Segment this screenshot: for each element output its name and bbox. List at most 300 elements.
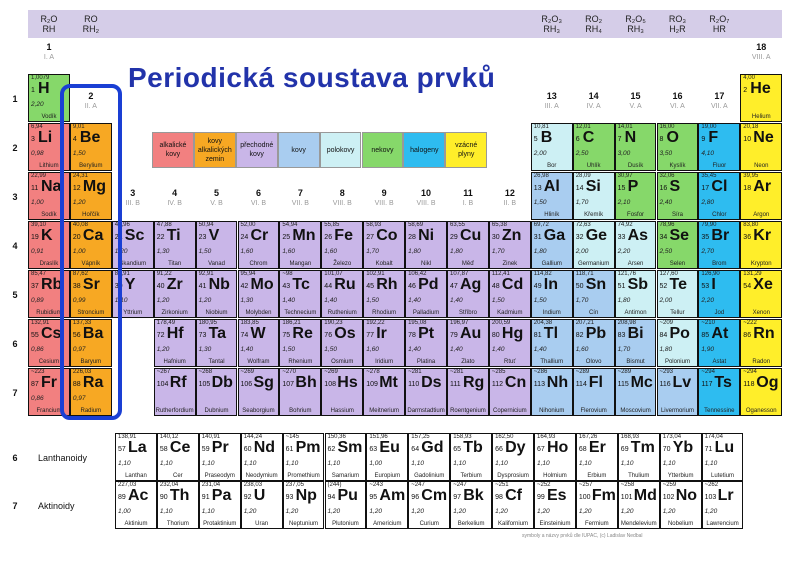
group-roman: VII. B: [291, 200, 309, 207]
element-cell: [698, 221, 740, 269]
element-name: Wolfram: [247, 359, 270, 365]
element-name: Uhlík: [586, 163, 601, 169]
atomic-mass: 144,24: [243, 434, 263, 440]
group-number: 17: [714, 91, 725, 101]
element-cell: [740, 74, 782, 122]
atomic-mass: 118,71: [575, 271, 594, 277]
atomic-mass: 180,95: [198, 320, 217, 326]
element-name: Xenon: [752, 310, 770, 316]
atomic-number: 66: [495, 446, 503, 453]
atomic-number: 86: [743, 332, 752, 339]
element-cell: [740, 319, 782, 367]
electronegativity: 1,80: [617, 297, 631, 304]
electronegativity: 3,00: [617, 150, 631, 157]
element-name: Ruthenium: [327, 310, 357, 316]
element-name: Germanium: [577, 261, 610, 267]
atomic-mass: 132,91: [31, 320, 50, 326]
electronegativity: 1,50: [366, 297, 379, 304]
atomic-number: 37: [31, 283, 39, 290]
atomic-number: 107: [282, 381, 295, 388]
element-symbol: F: [708, 129, 719, 146]
atomic-mass: ~294: [701, 369, 715, 375]
oxide-formula: R₂O₇ HR: [709, 14, 730, 34]
electronegativity: 1,40: [533, 346, 547, 353]
electronegativity: 2,80: [701, 199, 715, 206]
atomic-number: 11: [31, 185, 39, 192]
atomic-mass: 47,88: [156, 222, 172, 228]
electronegativity: 1,20: [114, 248, 128, 255]
atomic-number: 15: [617, 185, 626, 192]
group-roman: VIII. B: [374, 200, 394, 207]
element-cell: [199, 433, 241, 481]
atomic-mass: 40,08: [72, 222, 88, 228]
atomic-number: 112: [491, 381, 504, 388]
electronegativity: 1,20: [495, 508, 508, 515]
group-header: [405, 188, 447, 208]
element-name: Berylium: [79, 163, 103, 169]
electronegativity: 1,10: [411, 460, 424, 467]
element-cell: [740, 123, 782, 171]
atomic-mass: 227,03: [118, 482, 137, 488]
element-name: Hafnium: [163, 359, 186, 365]
electronegativity: 1,50: [198, 248, 212, 255]
atomic-number: 16: [659, 185, 668, 192]
atomic-number: 21: [114, 234, 123, 241]
element-symbol: Nh: [546, 374, 569, 391]
group-header: [28, 42, 70, 62]
atomic-number: 6: [575, 136, 580, 143]
electronegativity: 1,20: [411, 508, 424, 515]
element-symbol: Ni: [418, 227, 435, 244]
element-symbol: Eu: [379, 439, 400, 456]
atomic-number: 102: [662, 494, 675, 501]
atomic-mass: ~243: [369, 482, 383, 488]
atomic-mass: 72,63: [575, 222, 591, 228]
element-symbol: Pt: [418, 325, 435, 342]
period-number: 7: [12, 388, 18, 398]
atomic-number: 50: [575, 283, 584, 290]
atomic-mass: ~293: [659, 369, 674, 375]
element-symbol: Zn: [501, 227, 522, 244]
group-number: 16: [672, 91, 683, 101]
element-cell: [657, 172, 699, 220]
atomic-mass: 26,98: [533, 173, 549, 179]
element-name: Skandium: [119, 261, 147, 267]
element-cell: [405, 221, 447, 269]
element-cell: [405, 319, 447, 367]
atomic-number: 34: [659, 234, 668, 241]
element-cell: [489, 368, 531, 416]
element-symbol: Fe: [334, 227, 353, 244]
element-cell: [363, 319, 405, 367]
group-header: [154, 188, 196, 208]
atomic-number: 39: [114, 283, 123, 290]
element-symbol: Au: [460, 325, 482, 342]
atomic-number: 57: [118, 446, 126, 453]
atomic-number: 103: [704, 494, 717, 501]
element-symbol: Md: [633, 487, 657, 504]
element-name: Platina: [416, 359, 436, 365]
electronegativity: 3,50: [659, 150, 673, 157]
atomic-number: 62: [327, 446, 336, 453]
atomic-mass: 114,82: [533, 271, 552, 277]
element-cell: [199, 481, 241, 529]
period-number: 1: [12, 94, 18, 104]
atomic-mass: 24,31: [72, 173, 88, 179]
atomic-number: 73: [198, 332, 207, 339]
element-symbol: Cd: [501, 276, 524, 293]
atomic-number: 109: [366, 381, 378, 388]
group-roman: I. B: [462, 200, 474, 207]
element-name: Vanad: [208, 261, 225, 267]
atomic-mass: 85,47: [31, 271, 47, 277]
element-name: Moscovium: [620, 408, 651, 414]
atomic-number: 51: [617, 283, 626, 290]
atomic-mass: 151,96: [369, 434, 388, 440]
element-symbol: N: [624, 129, 637, 146]
element-cell: [618, 481, 660, 529]
atomic-mass: 16,00: [659, 124, 675, 130]
atomic-mass: 10,81: [533, 124, 549, 130]
element-cell: [740, 368, 782, 416]
atomic-mass: 58,93: [366, 222, 382, 228]
element-cell: [740, 270, 782, 318]
element-name: Francium: [36, 408, 62, 414]
element-name: Mendelevium: [620, 521, 657, 527]
atomic-mass: 74,92: [617, 222, 633, 228]
element-symbol: K: [41, 227, 53, 244]
group-header: [531, 91, 573, 111]
electronegativity: 1,60: [324, 248, 337, 255]
element-cell: [657, 319, 699, 367]
element-cell: [196, 270, 238, 318]
atomic-number: 27: [366, 234, 374, 241]
period-number: 3: [12, 192, 18, 202]
atomic-mass: 101,07: [324, 271, 343, 277]
element-name: Thallium: [540, 359, 564, 365]
element-cell: [576, 481, 618, 529]
atomic-mass: 28,09: [575, 173, 591, 179]
atomic-number: 22: [156, 234, 165, 241]
atomic-mass: 140,12: [159, 434, 179, 440]
element-cell: [283, 433, 325, 481]
element-symbol: Sr: [82, 276, 100, 293]
element-cell: [366, 481, 408, 529]
atomic-number: 8: [659, 136, 664, 143]
element-name: Darmstadtium: [407, 408, 445, 414]
atomic-mass: 78,96: [659, 222, 675, 228]
atomic-mass: 22,99: [31, 173, 47, 179]
atomic-mass: 158,93: [453, 434, 472, 440]
group-roman: IV. A: [586, 103, 601, 110]
atomic-number: 117: [701, 381, 713, 388]
element-cell: [447, 319, 489, 367]
electronegativity: 1,40: [491, 346, 505, 353]
electronegativity: 1,10: [243, 460, 257, 467]
atomic-mass: 54,94: [282, 222, 298, 228]
element-cell: [154, 319, 196, 367]
element-name: Hliník: [544, 212, 560, 218]
element-symbol: Cf: [505, 487, 522, 504]
atomic-number: 74: [240, 332, 249, 339]
atomic-mass: 173,04: [662, 434, 682, 440]
element-symbol: Bi: [627, 325, 644, 342]
element-symbol: C: [582, 129, 595, 146]
atomic-number: 33: [617, 234, 626, 241]
element-cell: [154, 221, 196, 269]
f-row-label: Lanthanoidy: [38, 453, 88, 463]
electronegativity: 1,20: [620, 508, 634, 515]
element-name: Meitnerium: [369, 408, 399, 414]
element-name: Lawrencium: [706, 521, 739, 527]
atomic-number: 44: [324, 283, 333, 290]
atomic-mass: 20,18: [743, 124, 759, 130]
element-symbol: Am: [379, 487, 406, 504]
atomic-mass: 127,60: [659, 271, 678, 277]
atomic-mass: 121,76: [617, 271, 636, 277]
group-header: [489, 188, 531, 208]
element-name: Nikl: [421, 261, 432, 267]
element-cell: [447, 221, 489, 269]
element-name: Radon: [752, 359, 771, 365]
atomic-mass: ~247: [411, 482, 425, 488]
element-cell: [363, 270, 405, 318]
f-row-label: Aktinoidy: [38, 501, 75, 511]
atomic-mass: ~257: [578, 482, 593, 488]
atomic-mass: 44,96: [114, 222, 130, 228]
atomic-mass: 95,94: [240, 271, 256, 277]
element-cell: [363, 368, 405, 416]
element-cell: [534, 481, 576, 529]
element-name: Helium: [751, 114, 771, 120]
element-name: Zlato: [461, 359, 475, 365]
oxide-formula: RO₂ RH₄: [585, 14, 603, 34]
atomic-number: 4: [72, 136, 77, 143]
electronegativity: 2,20: [31, 101, 44, 108]
group-roman: I. A: [43, 54, 54, 61]
element-name: Dysprosium: [497, 473, 529, 479]
atomic-number: 101: [620, 494, 633, 501]
atomic-mass: 69,72: [533, 222, 549, 228]
group-header: [615, 91, 657, 111]
electronegativity: 1,40: [240, 346, 254, 353]
atomic-mass: 14,01: [617, 124, 633, 130]
electronegativity: 1,10: [201, 508, 215, 515]
element-cell: [702, 433, 744, 481]
atomic-mass: 126,90: [701, 271, 720, 277]
element-symbol: Mn: [292, 227, 316, 244]
element-symbol: Es: [547, 487, 567, 504]
element-cell: [489, 270, 531, 318]
atomic-mass: 190,23: [324, 320, 343, 326]
element-symbol: W: [250, 325, 266, 342]
element-name: Tantal: [208, 359, 225, 365]
element-symbol: U: [253, 487, 266, 504]
element-name: Dusík: [627, 163, 644, 169]
element-name: Kalifornium: [498, 521, 529, 527]
atomic-number: 104: [156, 381, 169, 388]
element-symbol: Re: [292, 325, 313, 342]
atomic-mass: 238,03: [243, 482, 263, 488]
group-number: 18: [756, 42, 767, 52]
electronegativity: 1,20: [662, 508, 676, 515]
element-name: Dubnium: [204, 408, 229, 414]
group-roman: VII. A: [710, 103, 728, 110]
element-cell: [154, 270, 196, 318]
atomic-mass: 167,26: [578, 434, 598, 440]
electronegativity: 1,10: [453, 460, 466, 467]
group-number: 1: [46, 42, 52, 52]
element-name: Neptunium: [289, 521, 319, 527]
group-header: [657, 91, 699, 111]
atomic-mass: 131,29: [743, 271, 762, 277]
element-symbol: Na: [41, 178, 62, 195]
electronegativity: 1,70: [617, 346, 631, 353]
element-name: Měď: [461, 261, 474, 267]
element-name: Sodík: [41, 212, 57, 218]
element-name: Roentgenium: [450, 408, 486, 414]
element-symbol: Cn: [504, 374, 527, 391]
electronegativity: 1,50: [491, 297, 505, 304]
atomic-number: 95: [369, 494, 378, 501]
atomic-number: 63: [369, 446, 378, 453]
atomic-mass: 231,04: [201, 482, 221, 488]
element-symbol: Ac: [128, 487, 149, 504]
element-cell: [698, 368, 740, 416]
element-cell: [408, 433, 450, 481]
electronegativity: 1,20: [704, 508, 718, 515]
group-number: 6: [255, 188, 261, 198]
group-roman: VIII. B: [416, 200, 436, 207]
element-name: Curium: [419, 521, 439, 527]
element-symbol: P: [627, 178, 639, 195]
electronegativity: 1,10: [537, 460, 550, 467]
atomic-number: 60: [243, 446, 252, 453]
atomic-number: 84: [659, 332, 668, 339]
group-roman: VI. B: [250, 200, 267, 207]
element-name: Einsteinium: [539, 521, 571, 527]
atomic-number: 43: [282, 283, 291, 290]
element-name: Cín: [588, 310, 599, 316]
legend-item: kovy: [278, 132, 320, 168]
element-symbol: Pd: [418, 276, 439, 293]
atomic-mass: (244): [327, 482, 342, 488]
atomic-mass: 63,55: [450, 222, 466, 228]
atomic-number: 30: [491, 234, 500, 241]
element-symbol: Fm: [591, 487, 616, 504]
atomic-mass: ~294: [743, 369, 757, 375]
element-cell: [492, 433, 534, 481]
element-name: Nihonium: [539, 408, 565, 414]
element-name: Terbium: [460, 473, 482, 479]
element-cell: [489, 319, 531, 367]
element-cell: [618, 433, 660, 481]
element-symbol: Bh: [295, 374, 317, 391]
element-cell: [450, 481, 492, 529]
electronegativity: 1,10: [114, 297, 128, 304]
electronegativity: 1,10: [118, 460, 131, 467]
element-symbol: S: [669, 178, 681, 195]
element-cell: [615, 270, 657, 318]
atomic-mass: ~145: [285, 434, 300, 440]
electronegativity: 2,50: [575, 150, 589, 157]
atomic-mass: 92,91: [198, 271, 214, 277]
electronegativity: 1,50: [282, 346, 296, 353]
group-header: [698, 91, 740, 111]
element-symbol: Tb: [463, 439, 483, 456]
element-symbol: Ts: [714, 374, 732, 391]
atomic-number: 108: [324, 381, 336, 388]
element-name: Stroncium: [77, 310, 105, 316]
element-name: Tellur: [670, 310, 685, 316]
atomic-mass: 39,10: [31, 222, 47, 228]
atomic-number: 40: [156, 283, 165, 290]
atomic-mass: ~252: [537, 482, 551, 488]
element-name: Stříbro: [458, 310, 477, 316]
element-name: Bismut: [626, 359, 645, 365]
element-symbol: Zr: [166, 276, 183, 293]
element-cell: [740, 221, 782, 269]
element-symbol: Yb: [672, 439, 694, 456]
electronegativity: 1,20: [537, 508, 550, 515]
atomic-mass: 164,93: [537, 434, 556, 440]
element-symbol: Sn: [585, 276, 607, 293]
element-name: Draslík: [39, 261, 59, 267]
electronegativity: 1,10: [662, 460, 676, 467]
atomic-number: 65: [453, 446, 461, 453]
atomic-mass: 140,91: [201, 434, 221, 440]
group-header: [196, 188, 238, 208]
element-name: Neodymium: [245, 473, 278, 479]
atomic-mass: 232,04: [159, 482, 179, 488]
element-symbol: At: [711, 325, 729, 342]
element-name: Hořčík: [82, 212, 100, 218]
electronegativity: 1,20: [156, 346, 170, 353]
element-symbol: Mt: [379, 374, 398, 391]
element-name: Železo: [333, 261, 352, 267]
group-number: 14: [588, 91, 599, 101]
electronegativity: 1,80: [659, 346, 673, 353]
oxide-formula: R₂O₃ RH₃: [541, 14, 563, 34]
element-cell: [115, 481, 157, 529]
element-symbol: Tl: [543, 325, 559, 342]
electronegativity: 2,00: [659, 297, 673, 304]
element-name: Americium: [373, 521, 402, 527]
atomic-mass: ~258: [620, 482, 635, 488]
element-name: Lutetium: [711, 473, 735, 479]
element-cell: [573, 319, 615, 367]
electronegativity: 2,50: [659, 248, 673, 255]
electronegativity: 1,80: [408, 248, 421, 255]
electronegativity: 1,20: [198, 297, 212, 304]
atomic-mass: ~268: [198, 369, 213, 375]
element-cell: [279, 319, 321, 367]
element-name: Kadmium: [497, 310, 523, 316]
element-symbol: Pm: [295, 439, 321, 456]
atomic-number: 42: [240, 283, 249, 290]
element-name: Europium: [374, 473, 401, 479]
atomic-number: 77: [366, 332, 374, 339]
element-name: Copernicium: [492, 408, 527, 414]
element-name: Nobelium: [667, 521, 694, 527]
atomic-mass: ~269: [240, 369, 255, 375]
element-symbol: Ru: [334, 276, 356, 293]
electronegativity: 1,20: [243, 508, 257, 515]
electronegativity: 1,80: [450, 248, 463, 255]
atomic-number: 10: [743, 136, 752, 143]
legend-item: nekovy: [362, 132, 404, 168]
element-symbol: Ga: [543, 227, 566, 244]
